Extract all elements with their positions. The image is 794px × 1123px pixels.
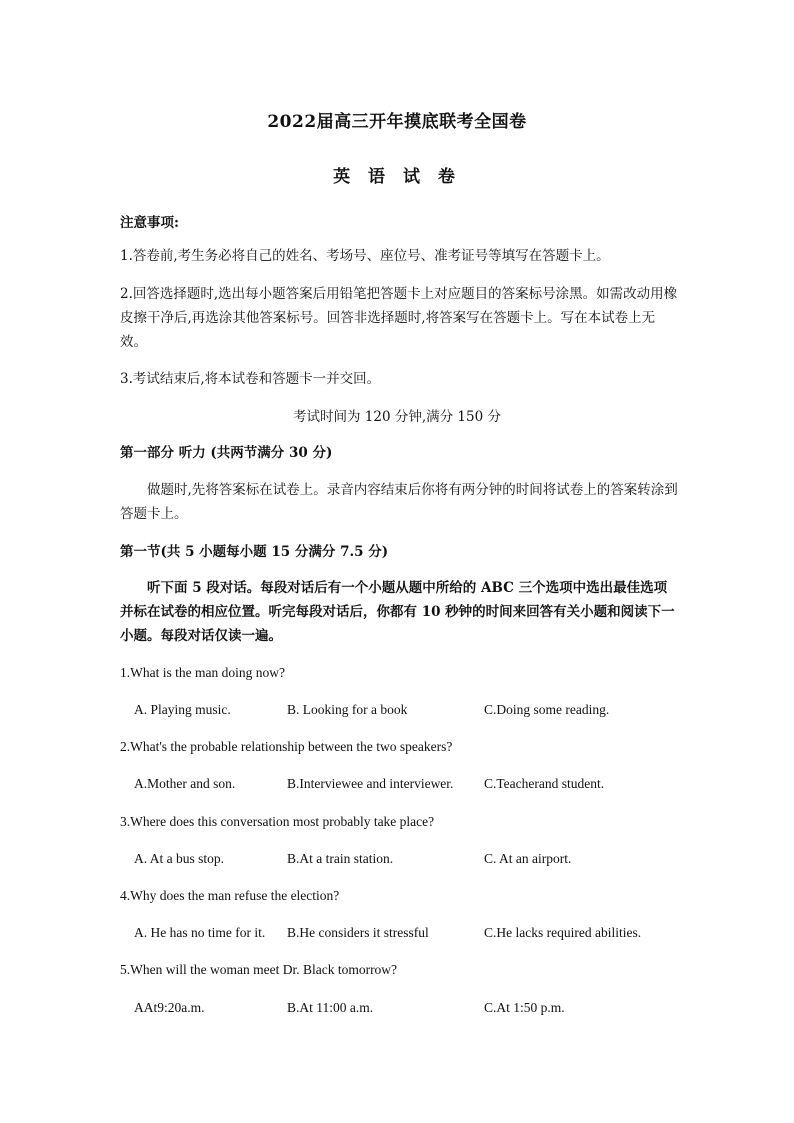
notice-item-3: 3.考试结束后,将本试卷和答题卡一并交回。	[120, 371, 381, 387]
question-stem: 3.Where does this conversation most probably take place?	[120, 814, 435, 829]
notice-heading: 注意事项:	[120, 215, 179, 231]
option-a: A. At a bus stop.	[134, 851, 225, 866]
question-stem: 4.Why does the man refuse the election?	[120, 888, 340, 903]
part1-heading: 第一部分 听力 (共两节满分 30 分)	[120, 445, 333, 461]
question-stem: 2.What's the probable relationship between the two speakers?	[120, 739, 453, 754]
exam-title: 2022届高三开年摸底联考全国卷	[267, 112, 527, 132]
notice-item-2: 2.回答选择题时,选出每小题答案后用铅笔把答题卡上对应题目的答案标号涂黑。如需改动用橡皮擦干净后,再选涂其他答案标号。回答非选择题时,将答案写在答题卡上。写在本试卷上无效。	[120, 286, 678, 350]
exam-time-info: 考试时间为 120 分钟,满分 150 分	[293, 409, 501, 425]
option-b: B.Interviewee and interviewer.	[287, 776, 454, 791]
section1-instruction: 听下面 5 段对话。每段对话后有一个小题从题中所给的 ABC 三个选项中选出最佳选项并标在试卷的相应位置。听完每段对话后，你都有 10 秒钟的时间来回答有关小题和阅读下一小题。每段对话仅读一遍。	[120, 580, 675, 644]
option-c: C.Doing some reading.	[484, 702, 610, 717]
option-a: A.Mother and son.	[134, 776, 236, 791]
option-a: A. He has no time for it.	[134, 925, 266, 940]
option-b: B. Looking for a book	[287, 702, 408, 717]
option-c: C.At 1:50 p.m.	[484, 1000, 565, 1015]
option-b: B.He considers it stressful	[287, 925, 429, 940]
part1-instruction: 做题时,先将答案标在试卷上。录音内容结束后你将有两分钟的时间将试卷上的答案转涂到答题卡上。	[120, 482, 678, 522]
option-c: C.He lacks required abilities.	[484, 925, 642, 940]
section1-heading: 第一节(共 5 小题每小题 15 分满分 7.5 分)	[120, 544, 389, 560]
option-c: C.Teacherand student.	[484, 776, 605, 791]
question-stem: 1.What is the man doing now?	[120, 665, 285, 680]
option-a: AAt9:20a.m.	[134, 1000, 205, 1015]
exam-subtitle: 英 语 试 卷	[333, 167, 461, 187]
option-a: A. Playing music.	[134, 702, 231, 717]
option-b: B.At a train station.	[287, 851, 394, 866]
notice-item-1: 1.答卷前,考生务必将自己的姓名、考场号、座位号、准考证号等填写在答题卡上。	[120, 248, 610, 264]
option-b: B.At 11:00 a.m.	[287, 1000, 374, 1015]
question-stem: 5.When will the woman meet Dr. Black tomorrow?	[120, 962, 398, 977]
option-c: C. At an airport.	[484, 851, 572, 866]
